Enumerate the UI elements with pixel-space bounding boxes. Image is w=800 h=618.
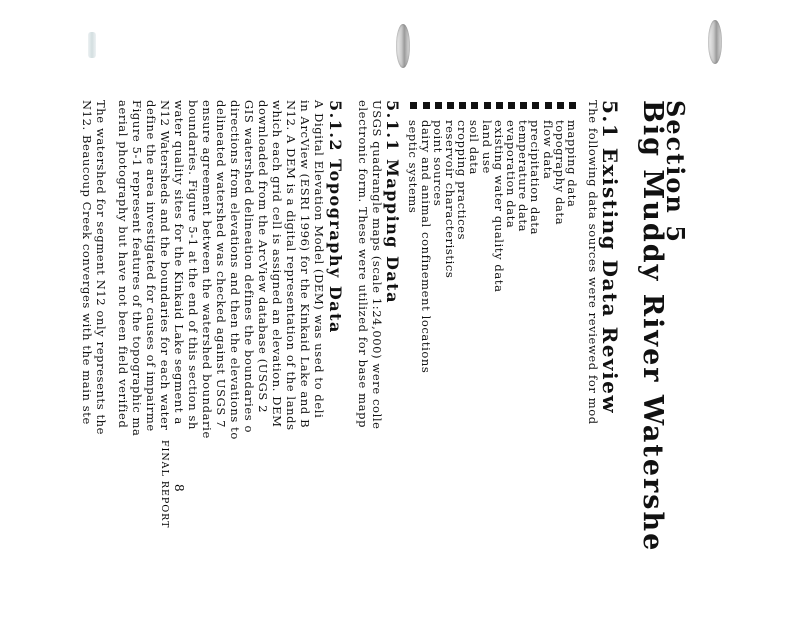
binder-hole-upper	[396, 24, 410, 68]
page-number: 8	[172, 484, 186, 493]
list-item: septic systems	[407, 100, 419, 373]
list-item: flow data	[541, 100, 553, 373]
heading-5-1: 5.1 Existing Data Review	[598, 100, 622, 415]
topography-line: A Digital Elevation Model (DEM) was used to deli	[312, 100, 326, 419]
binder-hole-lower	[708, 20, 722, 64]
topography-line: aerial photography but have not been field verified	[116, 100, 130, 429]
topography-line: GIS watershed delineation defines the boundaries o	[242, 100, 256, 434]
topography-line: N12 Watersheds and the boundaries for each water	[158, 100, 172, 431]
topography-line: directions from elevations and then the elevations to	[228, 100, 242, 440]
list-item: topography data	[554, 100, 566, 373]
topography-line: N12. A DEM is a digital representation of the lands	[284, 100, 298, 431]
topography-line: in ArcView (ESRI 1996) for the Kinkaid Lake and B	[298, 100, 312, 429]
heading-5-1-2: 5.1.2 Topography Data	[326, 100, 345, 334]
topography-line: water quality sites for the Kinkaid Lake segment a	[172, 100, 186, 425]
data-source-list	[407, 100, 578, 373]
scan-smudge	[88, 32, 96, 58]
mapping-line: USGS quadrangle maps (scale 1:24,000) were colle	[370, 100, 384, 430]
topography-line: define the area investigated for causes of impairme	[144, 100, 158, 432]
list-item: dairy and animal confinement locations	[419, 100, 431, 373]
section-label: Section 5	[661, 100, 690, 244]
topography-line: ensure agreement between the watershed boundarie	[200, 100, 214, 439]
list-item: cropping practices	[456, 100, 468, 373]
topography-line: Figure 5-1 represent features of the topographic ma	[130, 100, 144, 437]
list-item: mapping data	[566, 100, 578, 373]
topography-line: downloaded from the ArcView database (USGS 2	[256, 100, 270, 414]
heading-5-1-1: 5.1.1 Mapping Data	[383, 100, 402, 305]
closing-line: N12. Beaucoup Creek converges with the main ste	[80, 100, 94, 425]
topography-line: delineated watershed was checked against USGS 7	[214, 100, 228, 429]
list-item: temperature data	[517, 100, 529, 373]
mapping-line: electronic form. These were utilized for base mapp	[356, 100, 370, 429]
list-item: precipitation data	[529, 100, 541, 373]
list-item: soil data	[468, 100, 480, 373]
intro-5-1: The following data sources were reviewed for mod	[586, 100, 600, 425]
footer-label: FINAL REPORT	[159, 440, 170, 529]
topography-line: boundaries. Figure 5-1 at the end of this section sh	[186, 100, 200, 430]
topography-line: which each grid cell is assigned an elevation. DEM	[270, 100, 284, 428]
list-item: reservoir characteristics	[444, 100, 456, 373]
list-item: point sources	[432, 100, 444, 373]
list-item: land use	[480, 100, 492, 373]
closing-line: The watershed for segment N12 only represents the	[94, 100, 108, 436]
list-item: evaporation data	[505, 100, 517, 373]
document-title: Big Muddy River Watershe	[637, 100, 668, 553]
list-item: existing water quality data	[493, 100, 505, 373]
